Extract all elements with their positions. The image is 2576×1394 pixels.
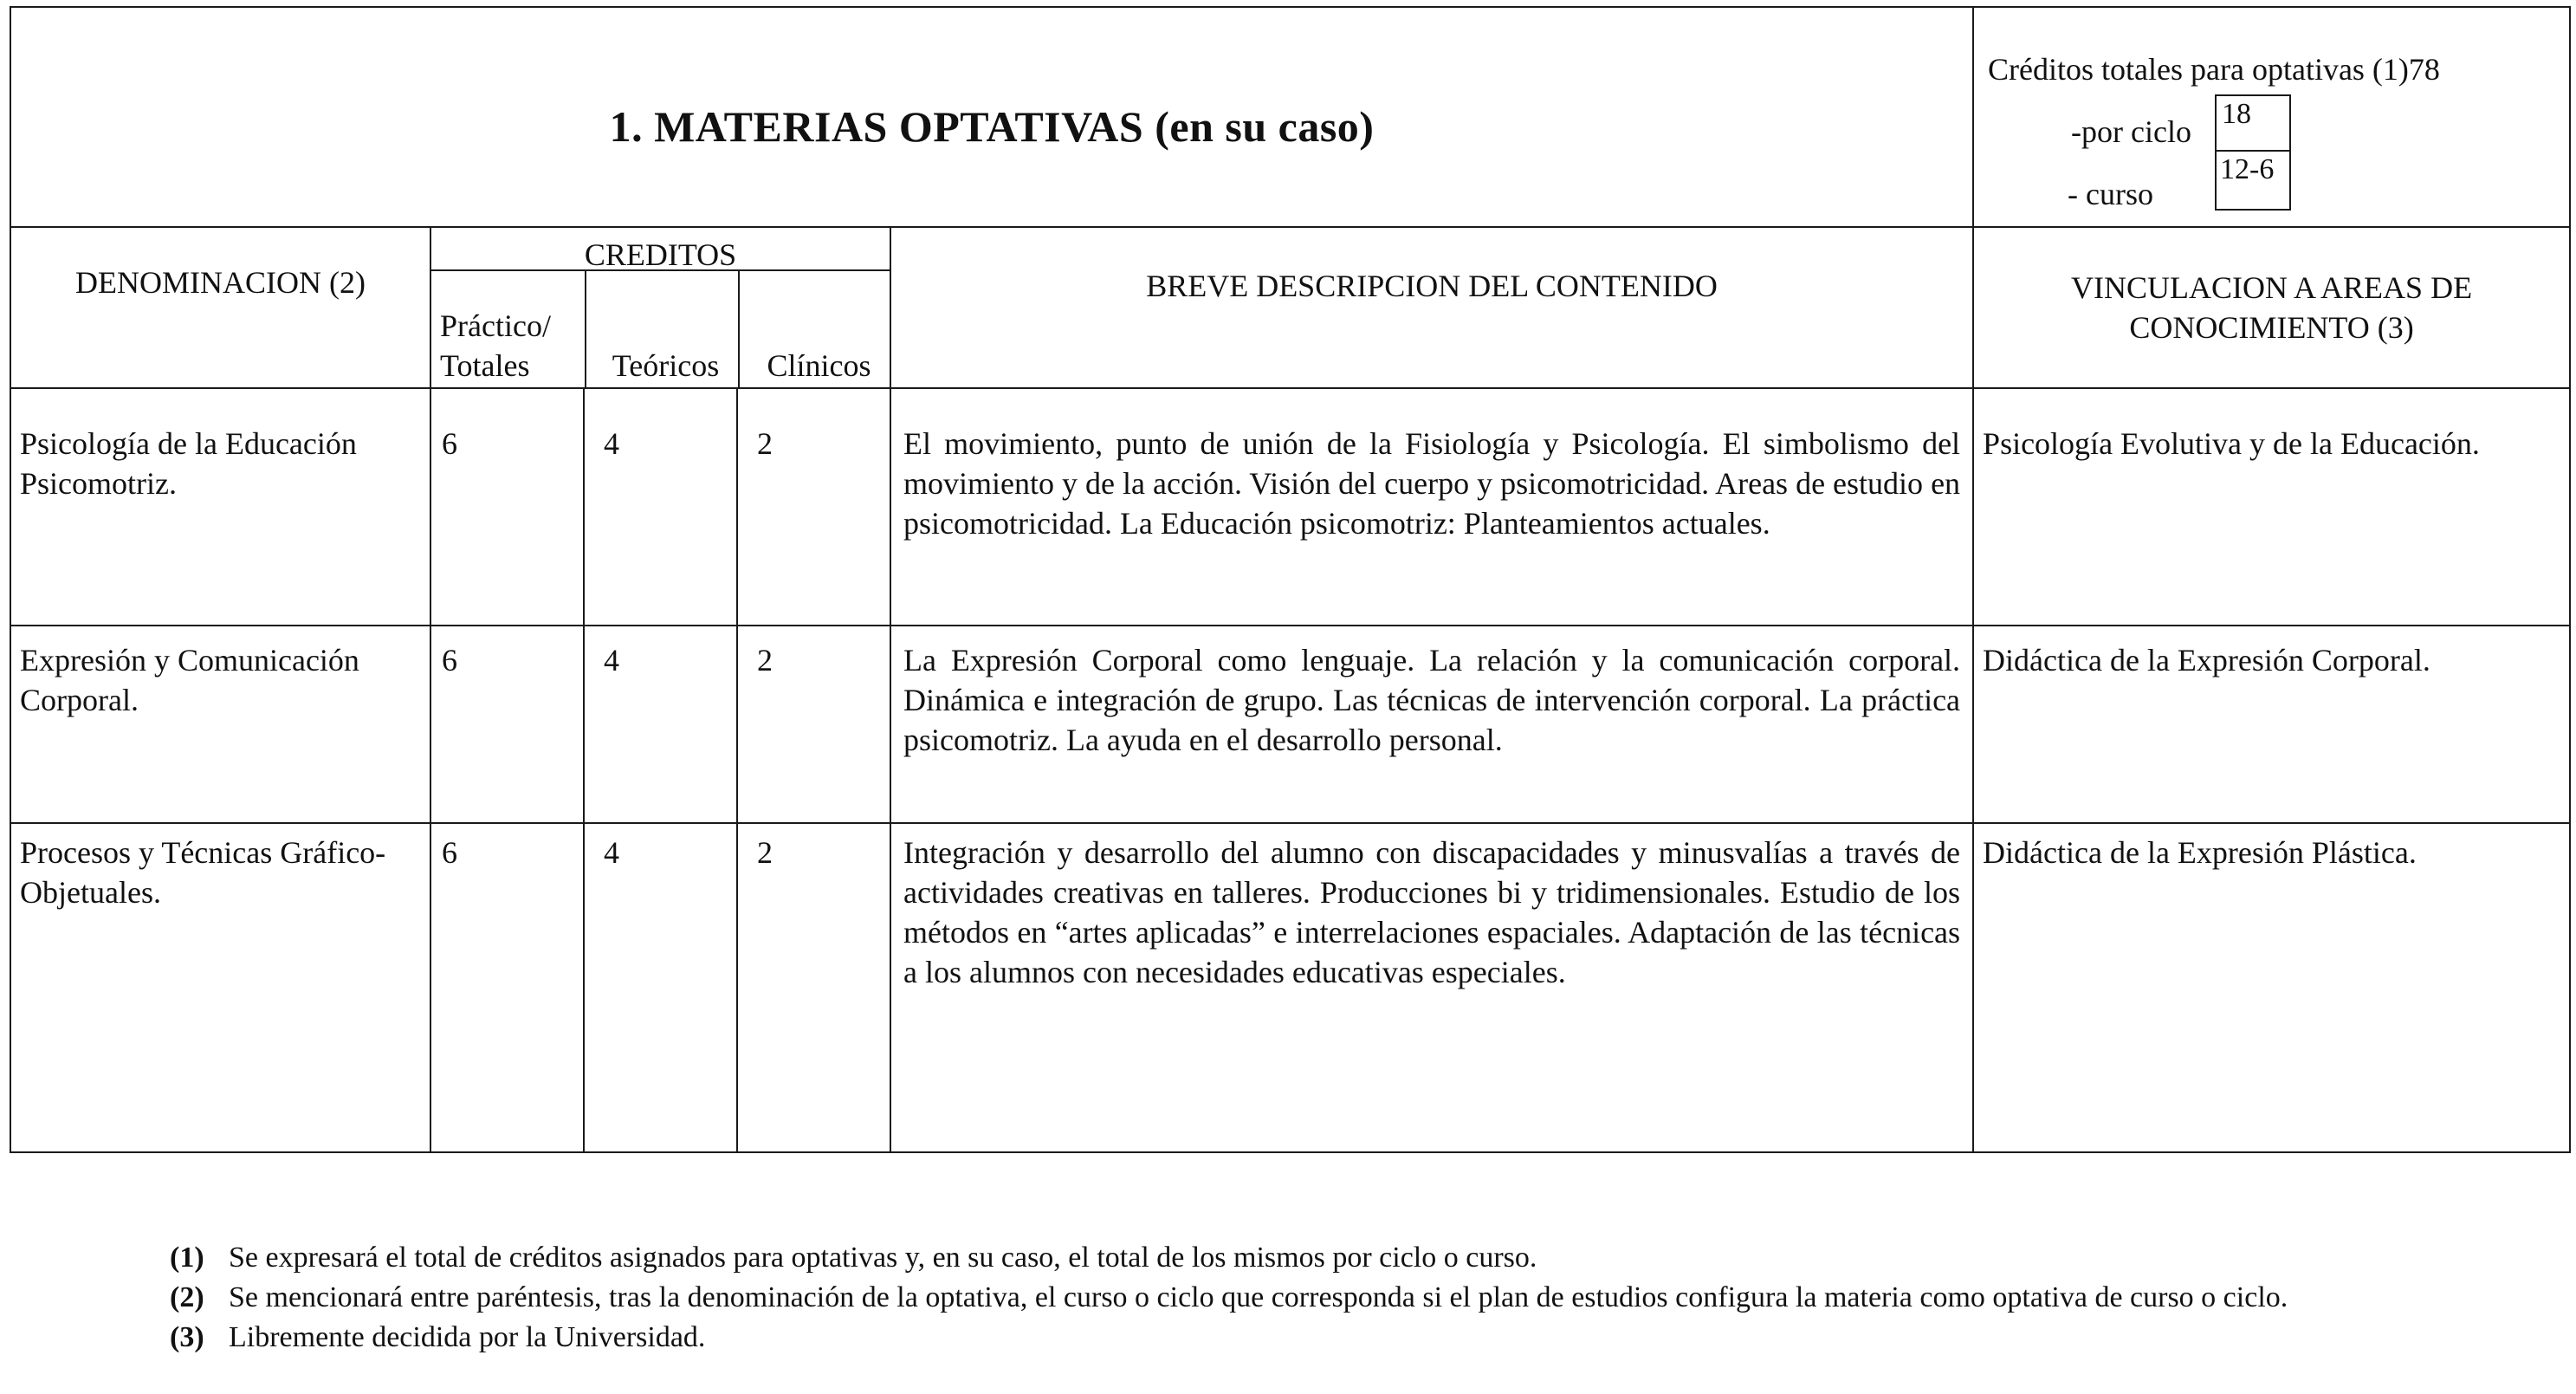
footnote-number: (1)	[170, 1242, 204, 1274]
row-totales: 6	[430, 388, 584, 626]
creditos-col-divider-2	[738, 269, 740, 387]
credits-total-line	[1988, 51, 2440, 88]
header-descripcion	[890, 227, 1973, 388]
row-denominacion: Expresión y Comunicación Corporal.	[10, 626, 430, 823]
credits-total-value: 78	[2408, 52, 2440, 87]
optativas-table	[10, 6, 2571, 1153]
row-teoricos: 4	[584, 626, 737, 823]
totales-label: Totales	[440, 348, 530, 383]
footnote-number: (2)	[170, 1281, 204, 1313]
page-title: 1. MATERIAS OPTATIVAS (en su caso)	[609, 102, 1375, 151]
vinculacion-line-1: VINCULACION A AREAS DE	[2071, 270, 2473, 305]
footnote-text: Se expresará el total de créditos asignados para optativas y, en su caso, el total de los mismos por ciclo o curso.	[229, 1242, 1537, 1274]
table-row	[10, 626, 2570, 823]
footnote-3	[170, 1319, 2491, 1357]
practico-totales-header	[440, 306, 551, 386]
row-vinculacion: Didáctica de la Expresión Plástica.	[1973, 823, 2570, 1152]
table-row	[10, 823, 2570, 1152]
row-teoricos: 4	[584, 388, 737, 626]
vinculacion-header	[1974, 268, 2569, 347]
row-descripcion: Integración y desarrollo del alumno con discapacidades y minusvalías a través de actividades creativas en talleres. Producciones bi y tridimensionales. Estudio de los métodos en “artes aplicadas” e interrelaciones espaciales. Adaptación de las técnicas a los alumnos con necesidades educativas especiales.	[890, 823, 1973, 1152]
creditos-header: CREDITOS	[584, 237, 737, 272]
curso-value: 12-6	[2220, 153, 2275, 185]
practico-label: Práctico/	[440, 308, 551, 343]
footnote-1	[170, 1239, 2491, 1277]
creditos-col-divider-1	[585, 269, 586, 387]
vinculacion-line-2: CONOCIMIENTO (3)	[2129, 310, 2414, 345]
clinicos-header: Clínicos	[767, 348, 871, 383]
row-teoricos: 4	[584, 823, 737, 1152]
footnote-text: Libremente decidida por la Universidad.	[229, 1321, 706, 1353]
title-cell	[10, 7, 1973, 227]
row-totales: 6	[430, 626, 584, 823]
footnote-2	[170, 1279, 2491, 1317]
row-totales: 6	[430, 823, 584, 1152]
header-creditos	[430, 227, 890, 388]
header-denominacion	[10, 227, 430, 388]
por-ciclo-value: 18	[2217, 96, 2289, 152]
row-vinculacion: Psicología Evolutiva y de la Educación.	[1973, 388, 2570, 626]
denominacion-header: DENOMINACION (2)	[75, 265, 366, 300]
credits-total-label: Créditos totales para optativas (1)	[1988, 52, 2409, 87]
row-clinicos: 2	[737, 823, 890, 1152]
credits-summary	[1973, 7, 2570, 227]
credits-breakdown-box	[2215, 94, 2291, 211]
creditos-divider	[431, 269, 890, 271]
footnote-number: (3)	[170, 1321, 204, 1353]
footnotes	[170, 1239, 2491, 1358]
row-clinicos: 2	[737, 626, 890, 823]
table-row	[10, 388, 2570, 626]
por-ciclo-label: -por ciclo	[2071, 114, 2191, 149]
row-denominacion: Psicología de la Educación Psicomotriz.	[10, 388, 430, 626]
row-descripcion: El movimiento, punto de unión de la Fisiología y Psicología. El simbolismo del movimiento y de la acción. Visión del cuerpo y psicomotricidad. Areas de estudio en psicomotricidad. La Educación psicomotriz: Planteamientos actuales.	[890, 388, 1973, 626]
descripcion-header: BREVE DESCRIPCION DEL CONTENIDO	[1146, 269, 1718, 303]
row-clinicos: 2	[737, 388, 890, 626]
header-vinculacion	[1973, 227, 2570, 388]
footnote-text: Se mencionará entre paréntesis, tras la denominación de la optativa, el curso o ciclo que corresponda si el plan de estudios configura la materia como optativa de curso o ciclo.	[229, 1281, 2288, 1313]
row-descripcion: La Expresión Corporal como lenguaje. La relación y la comunicación corporal. Dinámica e integración de grupo. Las técnicas de intervención corporal. La práctica psicomotriz. La ayuda en el desarrollo personal.	[890, 626, 1973, 823]
teoricos-header: Teóricos	[612, 348, 720, 383]
row-vinculacion: Didáctica de la Expresión Corporal.	[1973, 626, 2570, 823]
row-denominacion: Procesos y Técnicas Gráfico-Objetuales.	[10, 823, 430, 1152]
curso-label: - curso	[2068, 177, 2154, 211]
